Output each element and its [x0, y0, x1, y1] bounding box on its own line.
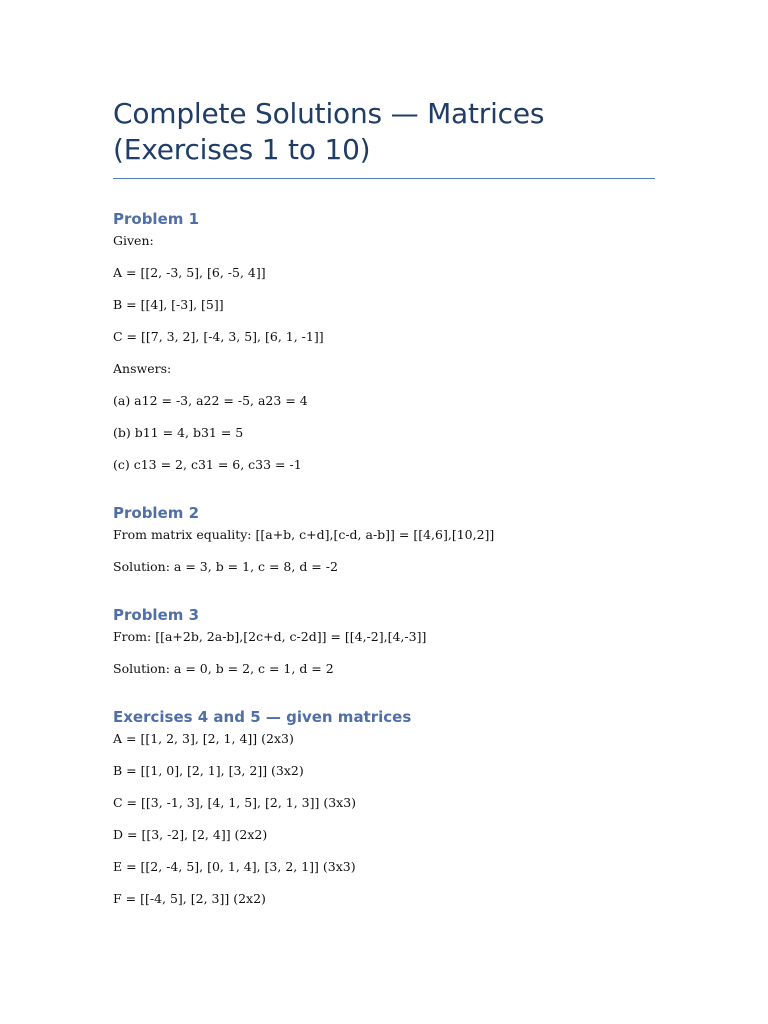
title-divider	[113, 178, 655, 179]
title-line-1: Complete Solutions — Matrices	[113, 97, 545, 130]
exercise-matrix-b: B = [[1, 0], [2, 1], [3, 2]] (3x2)	[113, 763, 304, 778]
problem-2-solution: Solution: a = 3, b = 1, c = 8, d = -2	[113, 559, 338, 574]
problem-1-given-label: Given:	[113, 233, 154, 248]
problem-2-heading: Problem 2	[113, 504, 200, 522]
exercise-matrix-e: E = [[2, -4, 5], [0, 1, 4], [3, 2, 1]] (3x3)	[113, 859, 356, 874]
problem-3-solution: Solution: a = 0, b = 2, c = 1, d = 2	[113, 661, 334, 676]
problem-1-answer-b: (b) b11 = 4, b31 = 5	[113, 425, 244, 440]
exercise-matrix-c: C = [[3, -1, 3], [4, 1, 5], [2, 1, 3]] (3x3)	[113, 795, 357, 810]
document-page	[113, 96, 655, 907]
exercise-matrix-a: A = [[1, 2, 3], [2, 1, 4]] (2x3)	[113, 731, 294, 746]
title-line-2: (Exercises 1 to 10)	[113, 133, 371, 166]
problem-2-statement: From matrix equality: [[a+b, c+d],[c-d, a-b]] = [[4,6],[10,2]]	[113, 527, 495, 542]
problem-1-matrix-b: B = [[4], [-3], [5]]	[113, 297, 224, 312]
problem-1-heading: Problem 1	[113, 210, 200, 228]
exercise-matrix-f: F = [[-4, 5], [2, 3]] (2x2)	[113, 891, 266, 906]
problem-1-matrix-a: A = [[2, -3, 5], [6, -5, 4]]	[113, 265, 266, 280]
document-title	[113, 96, 655, 168]
problem-1-matrix-c: C = [[7, 3, 2], [-4, 3, 5], [6, 1, -1]]	[113, 329, 324, 344]
exercises-4-5-heading: Exercises 4 and 5 — given matrices	[113, 708, 412, 726]
problem-3-heading: Problem 3	[113, 606, 200, 624]
problem-3-statement: From: [[a+2b, 2a-b],[2c+d, c-2d]] = [[4,-2],[4,-3]]	[113, 629, 427, 644]
problem-1-answers-label: Answers:	[113, 361, 172, 376]
problem-1-answer-a: (a) a12 = -3, a22 = -5, a23 = 4	[113, 393, 308, 408]
problem-1-answer-c: (c) c13 = 2, c31 = 6, c33 = -1	[113, 457, 302, 472]
exercise-matrix-d: D = [[3, -2], [2, 4]] (2x2)	[113, 827, 268, 842]
